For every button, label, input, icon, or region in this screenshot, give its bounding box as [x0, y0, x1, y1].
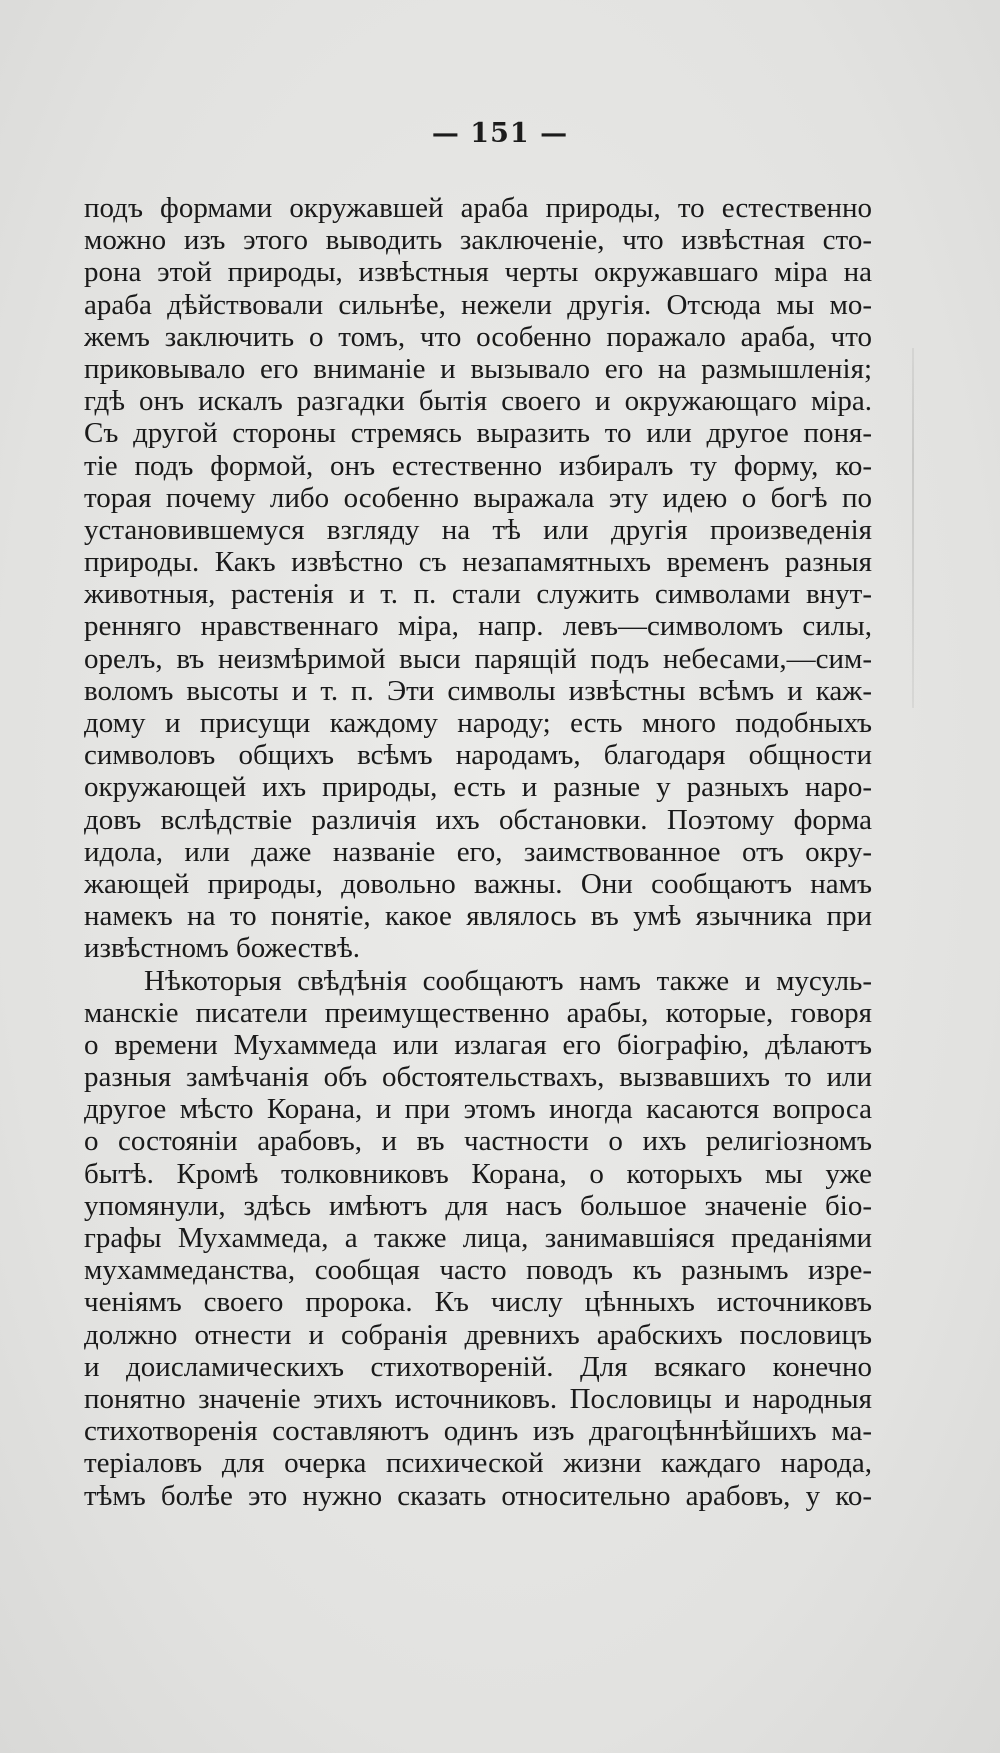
body-text	[84, 192, 872, 1512]
text-line: разныя замѣчанiя объ обстоятельствахъ, вызвавшихъ то или	[84, 1061, 872, 1094]
text-line: довъ вслѣдствiе различiя ихъ обстановки. Поэтому форма	[84, 803, 872, 836]
text-line: гдѣ онъ искалъ разгадки бытiя своего и окружающаго мiра.	[84, 385, 872, 418]
text-line: понятно значенiе этихъ источниковъ. Пословицы и народныя	[84, 1382, 872, 1415]
text-line: терiаловъ для очерка психической жизни каждаго народа,	[84, 1447, 872, 1480]
text-line: ренняго нравственнаго мiра, напр. левъ—символомъ силы,	[84, 610, 872, 643]
text-line: жемъ заключить о томъ, что особенно поражало араба, что	[84, 320, 872, 353]
text-line: араба дѣйствовали сильнѣе, нежели другiя. Отсюда мы мо-	[84, 288, 872, 321]
text-line: дому и присущи каждому народу; есть много подобныхъ	[84, 707, 872, 739]
page-number: — 151 —	[431, 118, 569, 149]
text-line: другое мѣсто Корана, и при этомъ иногда касаются вопроса	[84, 1093, 872, 1126]
margin-pencil-mark	[912, 348, 914, 708]
text-line: ченiямъ своего пророка. Къ числу цѣнныхъ источниковъ	[84, 1286, 872, 1319]
text-line: рона этой природы, извѣстныя черты окружавшаго мiра на	[84, 256, 872, 289]
text-line: тѣмъ болѣе это нужно сказать относительно арабовъ, у ко-	[84, 1479, 872, 1512]
text-line: символовъ общихъ всѣмъ народамъ, благодаря общности	[84, 739, 872, 772]
text-line: должно отнести и собранiя древнихъ арабскихъ пословицъ	[84, 1318, 872, 1351]
text-line: упомянули, здѣсь имѣютъ для насъ большое значенiе бiо-	[84, 1189, 872, 1222]
text-line: можно изъ этого выводить заключенiе, что извѣстная сто-	[84, 224, 872, 257]
text-line: стихотворенiя составляютъ одинъ изъ драгоцѣннѣйшихъ ма-	[84, 1415, 872, 1448]
text-line: воломъ высоты и т. п. Эти символы извѣстны всѣмъ и каж-	[84, 674, 872, 707]
text-line: манскiе писатели преимущественно арабы, которые, говоря	[84, 996, 872, 1029]
paragraph-end-line: извѣстномъ божествѣ.	[84, 932, 361, 965]
text-line: установившемуся взгляду на тѣ или другiя произведенiя	[84, 513, 872, 546]
text-line: приковывало его вниманiе и вызывало его на размышленiя;	[84, 352, 872, 385]
text-line: Съ другой стороны стремясь выразить то или другое поня-	[84, 417, 872, 450]
text-line: и доисламическихъ стихотворенiй. Для всякаго конечно	[84, 1350, 872, 1383]
text-line: о времени Мухаммеда или излагая его бiографiю, дѣлаютъ	[84, 1028, 872, 1061]
text-line: бытѣ. Кромѣ толковниковъ Корана, о которыхъ мы уже	[84, 1157, 872, 1190]
text-line: графы Мухаммеда, а также лица, занимавшiяся преданiями	[84, 1222, 872, 1254]
text-line: орелъ, въ неизмѣримой выси парящiй подъ небесами,—сим-	[84, 642, 872, 675]
text-line: окружающей ихъ природы, есть и разные у разныхъ наро-	[84, 771, 872, 804]
text-line: намекъ на то понятiе, какое являлось въ умѣ язычника при	[84, 900, 872, 933]
text-line: природы. Какъ извѣстно съ незапамятныхъ временъ разныя	[84, 546, 872, 579]
paragraph-start-line: Нѣкоторыя свѣдѣнiя сообщаютъ намъ также и мусуль-	[144, 964, 872, 997]
text-line: торая почему либо особенно выражала эту идею о богѣ по	[84, 481, 872, 514]
text-line: тiе подъ формой, онъ естественно избиралъ ту форму, ко-	[84, 449, 872, 482]
text-line: подъ формами окружавшей араба природы, то естественно	[84, 192, 872, 224]
text-line: мухаммеданства, сообщая часто поводъ къ разнымъ изре-	[84, 1254, 872, 1287]
text-line: животныя, растенiя и т. п. стали служить символами внут-	[84, 578, 872, 611]
text-line: о состоянiи арабовъ, и въ частности о ихъ религiозномъ	[84, 1125, 872, 1158]
text-line: идола, или даже названiе его, заимствованное отъ окру-	[84, 835, 872, 868]
text-line: жающей природы, довольно важны. Они сообщаютъ намъ	[84, 867, 872, 900]
